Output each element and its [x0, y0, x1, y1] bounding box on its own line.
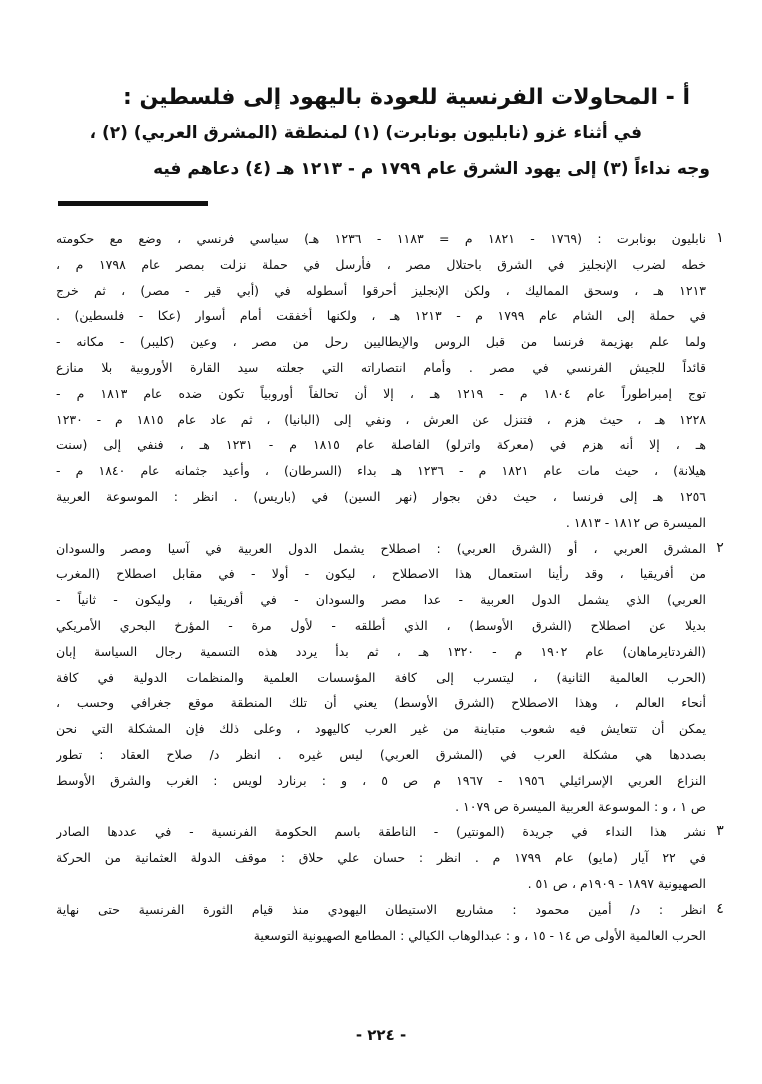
footnote-line: الحرب العالمية الأولى ص ١٤ - ١٥ ، و : عبدالوهاب الكيالي : المطامع الصهيونية التوسعية — [253, 927, 706, 943]
footnote-line: انظر : د/ أمين محمود : مشاريع الاستيطان اليهودي منذ قيام الثورة الفرنسية حتى نهاية — [56, 901, 706, 917]
footnote-line: المشرق العربي ، أو (الشرق العربي) : اصطلاح يشمل الدول العربية في آسيا ومصر والسودان — [56, 540, 706, 556]
section-heading: أ - المحاولات الفرنسية للعودة باليهود إلى فلسطين : — [122, 85, 690, 110]
footnote-line: ١٢٢٨ هـ ، حيث هزم ، فتنزل عن العرش ، ونفي إلى (البانيا) ، ثم عاد عام ١٨١٥ م - ١٢٣٠ — [56, 411, 706, 427]
footnote-line: بديلا عن اصطلاح (الشرق الأوسط) ، الذي أطلقه - لأول مرة - المؤرخ البحري الأمريكي — [56, 617, 706, 633]
footnote-line: يمكن أن تتعايش فيه شعوب متباينة من غير العرب كاليهود ، وعلى ذلك فإن المشكلة التي نحن — [56, 721, 706, 737]
footnote-line: ولما علم بهزيمة فرنسا من قبل الروس والإيطاليين رحل من مصر ، وعين (كليبر) - مكانه - — [56, 334, 706, 350]
footnote-line: أنحاء العالم ، وهذا الاصطلاح (الشرق الأوسط) يعني أن تلك المنطقة موقع جغرافي وحسب ، — [56, 695, 706, 711]
footnote-line: ١٢٥٦ هـ إلى فرنسا ، حيث دفن بجوار (نهر السين) في (باريس) . انظر : الموسوعة العربية — [56, 488, 706, 504]
footnote-line: هيلانة) ، حيث مات عام ١٨٢١ م - ١٢٣٦ هـ بداء (السرطان) ، وأعيد جثمانه عام ١٨٤٠ م - — [56, 463, 706, 479]
intro-line-2: وجه نداءاً (٣) إلى يهود الشرق عام ١٧٩٩ م - ١٢١٣ هـ (٤) دعاهم فيه — [153, 159, 710, 179]
footnotes — [56, 226, 724, 948]
footnote-number: ١ — [716, 230, 724, 246]
footnote-line: في حملة إلى الشام عام ١٧٩٩ م - ١٢١٣ هـ ، ولكنها أخفقت أمام أسوار (عكا - فلسطين) . — [56, 308, 706, 324]
footnote — [56, 897, 724, 949]
footnote-line: قائداً للجيش الفرنسي في مصر . وأمام انتصاراته التي جعلته سيد القارة الأوروبية بلا منازع — [56, 359, 706, 375]
footnote-line: هـ ، إلا أنه هزم في (معركة واترلو) الفاصلة عام ١٨١٥ م - ١٢٣١ هـ ، فنفي إلى (سنت — [56, 437, 706, 453]
footnote — [56, 226, 724, 536]
footnote-number: ٤ — [716, 900, 724, 917]
footnote-line: خطه لضرب الإنجليز في الشرق باحتلال مصر ، فأرسل في حملة نزلت بمصر عام ١٧٩٨ م ، — [56, 256, 706, 272]
page-number: - ٢٢٤ - — [355, 1026, 407, 1044]
footnote-line: الصهيونية ١٨٩٧ - ١٩٠٩م ، ص ٥١ . — [527, 875, 706, 891]
footnote-line: بصددها هي مشكلة العرب في (المشرق العربي) ليس غيره . انظر د/ صلاح العقاد : تطور — [56, 746, 706, 762]
footnote-line: (الفردتايرماهان) عام ١٩٠٢ م - ١٣٢٠ هـ ، ثم بدأ يردد هذه التسمية رجال السياسة إبان — [56, 643, 706, 659]
footnote-number: ٢ — [716, 539, 724, 556]
footnote-line: ١٢١٣ هـ ، وسحق المماليك ، ولكن الإنجليز أحرقوا أسطوله في (أبي قير - مصر) ، ثم خرج — [56, 282, 706, 298]
footnote-line: من أفريقيا ، وقد رأينا استعمال هذا الاصطلاح ، ليكون - أولا - في مقابل اصطلاح (المغرب — [56, 566, 706, 582]
footnote — [56, 819, 724, 896]
intro-line-1: في أثناء غزو (نابليون بونابرت) (١) لمنطقة (المشرق العربي) (٢) ، — [89, 123, 642, 143]
footnote-line: النزاع العربي الإسرائيلي ١٩٥٦ - ١٩٦٧ م ص ٥ ، و : برنارد لويس : الغرب والشرق الأوسط — [56, 772, 706, 788]
footnote-line: نشر هذا النداء في جريدة (المونتير) - الناطقة باسم الحكومة الفرنسية - في عددها الصادر — [56, 824, 706, 840]
footnote-line: (الحرب العالمية الثانية) ، ليتسرب إلى كافة المؤسسات العلمية والمنظمات الدولية في كافة — [56, 669, 706, 685]
footnote — [56, 536, 724, 820]
footnote-line: ص ١ ، و : الموسوعة العربية الميسرة ص ١٠٧٩ . — [455, 798, 706, 814]
footnote-separator — [58, 201, 208, 206]
footnote-line: العربي) الذي يشمل الدول العربية - عدا مصر والسودان - في أفريقيا ، وليكون - ثانياً - — [56, 592, 706, 608]
footnote-line: الميسرة ص ١٨١٢ - ١٨١٣ . — [565, 514, 706, 530]
footnote-line: توج إمبراطوراً عام ١٨٠٤ م - ١٢١٩ هـ ، إلا أن تحالفاً أوروبياً تكون ضده عام ١٨١٣ م - — [56, 385, 706, 401]
footnote-line: نابليون بونابرت : (١٧٦٩ - ١٨٢١ م = ١١٨٣ - ١٢٣٦ هـ) سياسي فرنسي ، وضع مع حكومته — [56, 231, 706, 246]
footnote-number: ٣ — [716, 823, 724, 840]
footnote-line: في ٢٢ آيار (مايو) عام ١٧٩٩ م . انظر : حسان علي حلاق : موقف الدولة العثمانية من الحركة — [56, 850, 706, 866]
